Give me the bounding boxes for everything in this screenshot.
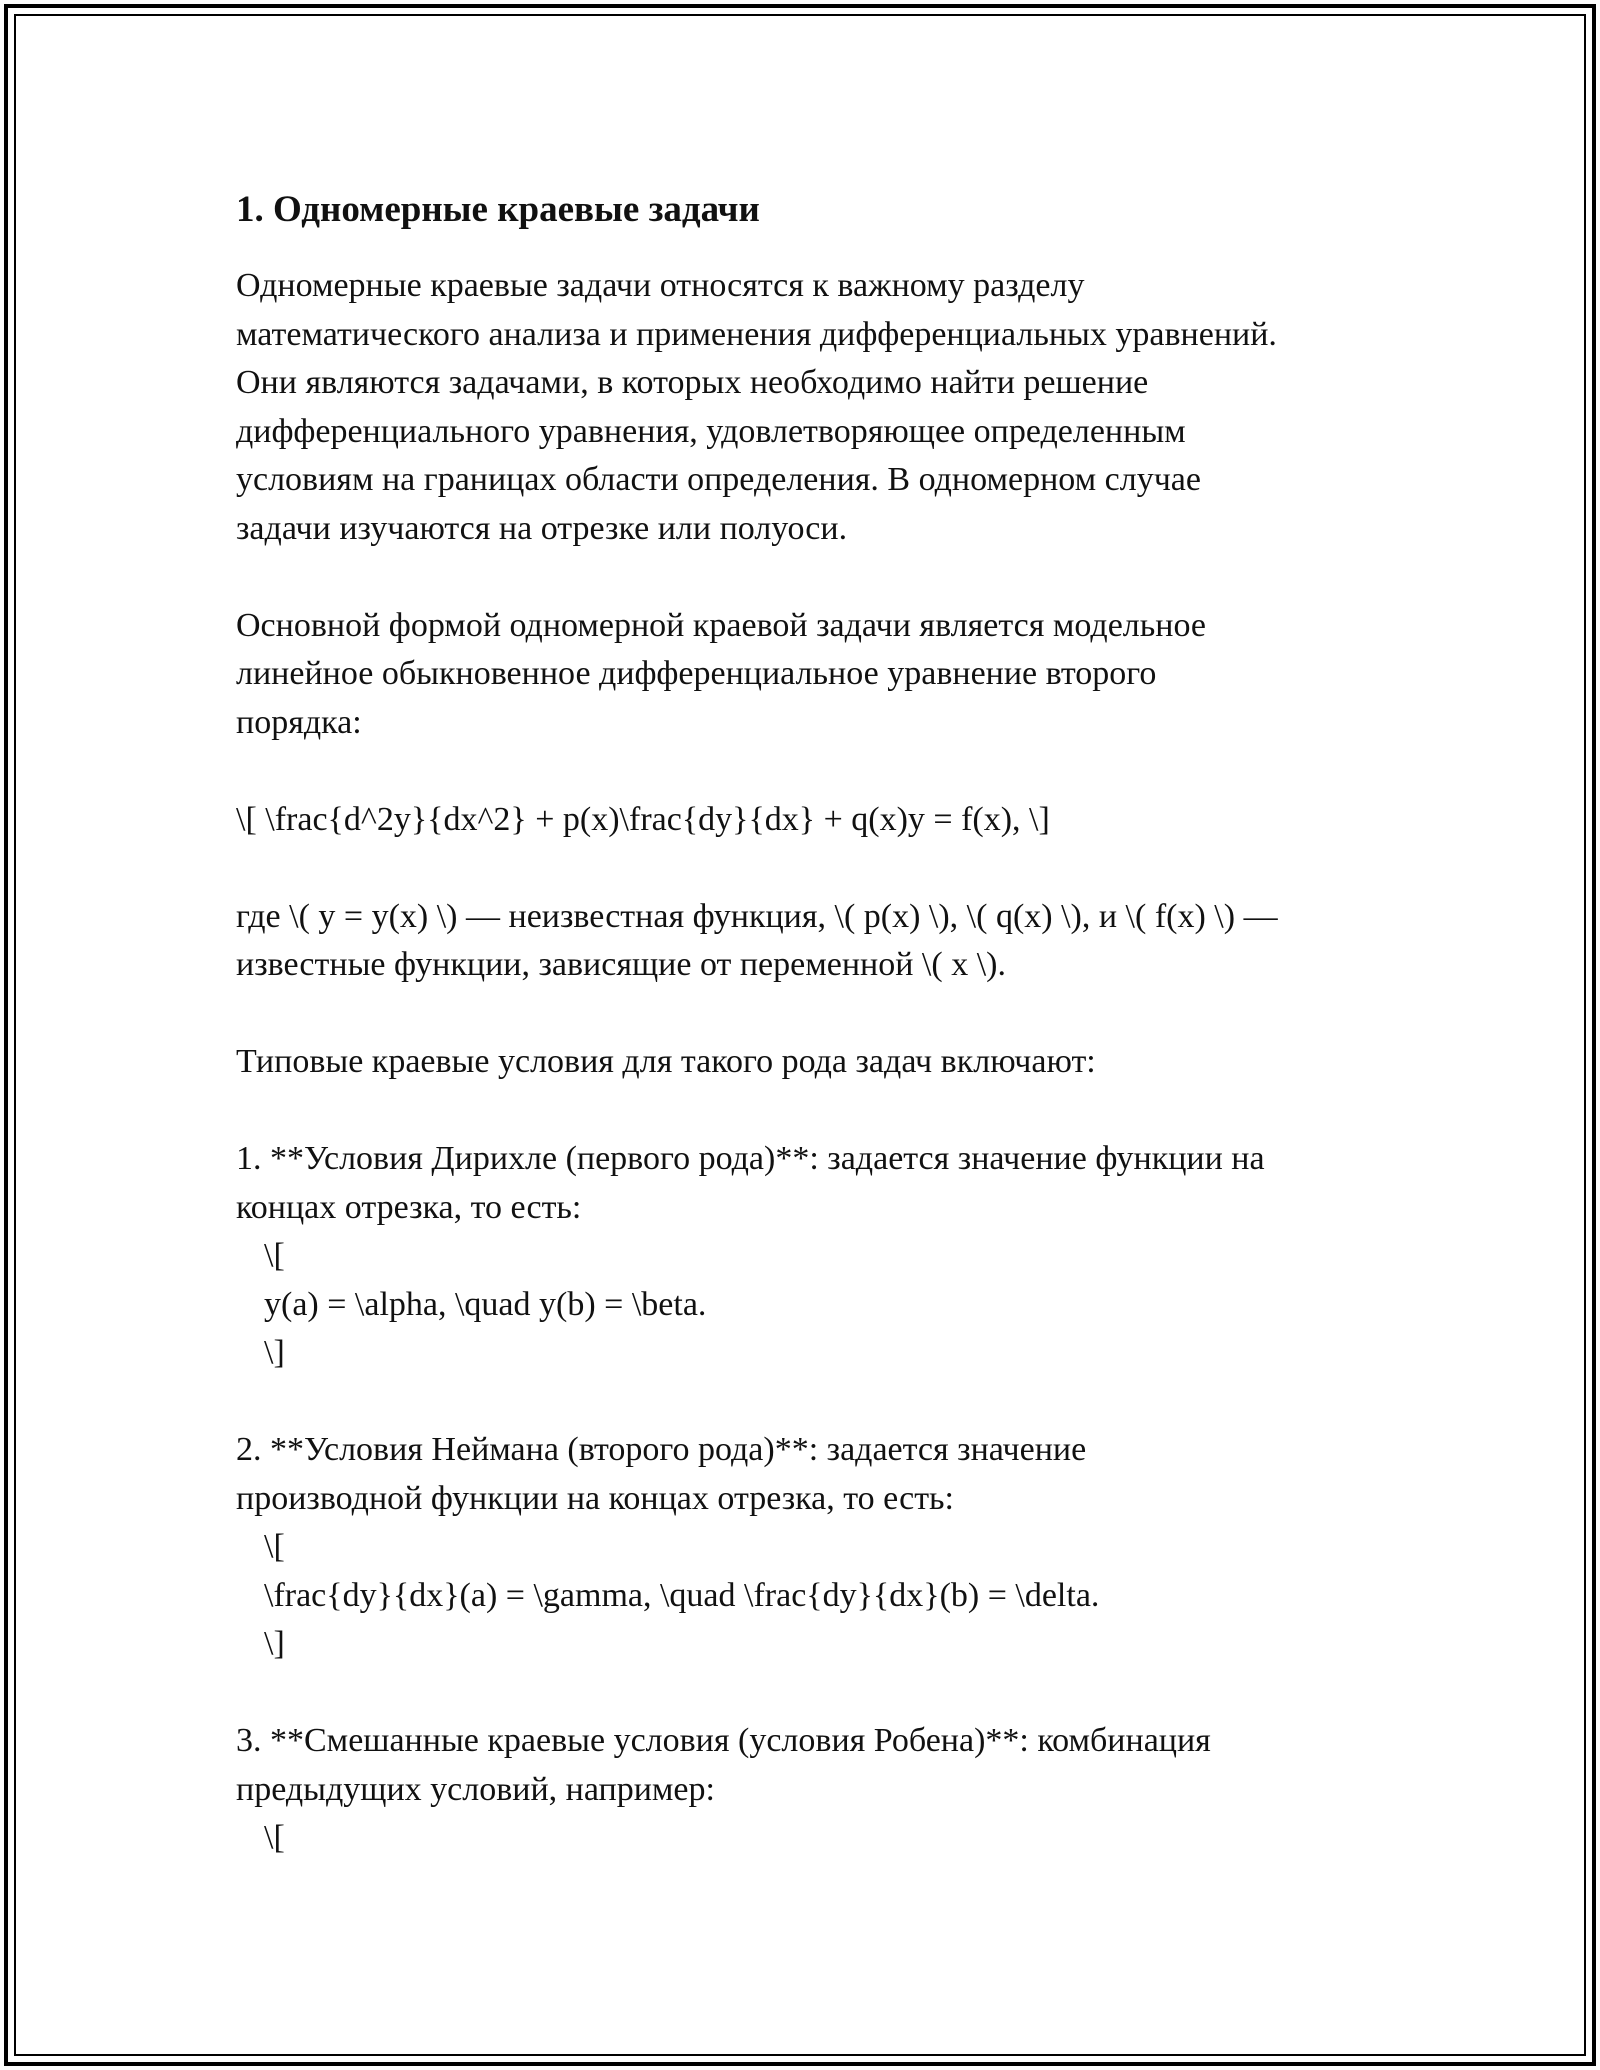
text-line: где \( y = y(x) \) — неизвестная функция, \( p(x) \), \( q(x) \), и \( f(x) \) — xyxy=(236,897,1278,935)
text-line: производной функции на концах отрезка, то есть: xyxy=(236,1479,955,1517)
robin-condition xyxy=(236,1717,1386,1863)
text-line: Одномерные краевые задачи относятся к важному разделу xyxy=(236,267,1085,304)
text-line: условиям на границах области определения. В одномерном случае xyxy=(236,461,1201,498)
text-line: Основной формой одномерной краевой задачи является модельное xyxy=(236,606,1206,644)
document-body xyxy=(236,186,1386,1911)
text-line: 2. **Условия Неймана (второго рода)**: задается значение xyxy=(236,1431,1087,1468)
formula-line: \[ xyxy=(264,1237,285,1274)
section-heading: 1. Одномерные краевые задачи xyxy=(236,189,760,230)
formula-line: \] xyxy=(264,1334,285,1371)
formula-line: \[ xyxy=(264,1819,285,1856)
text-line: известные функции, зависящие от переменной \( x \). xyxy=(236,946,1006,983)
text-line: Они являются задачами, в которых необходимо найти решение xyxy=(236,364,1149,401)
intro-paragraph xyxy=(236,262,1386,553)
formula-line: y(a) = \alpha, \quad y(b) = \beta. xyxy=(264,1285,707,1323)
text-line: математического анализа и применения дифференциальных уравнений. xyxy=(236,315,1277,353)
model-equation-paragraph xyxy=(236,602,1386,748)
text-line: 1. **Условия Дирихле (первого рода)**: задается значение функции на xyxy=(236,1140,1265,1177)
formula-line: \] xyxy=(264,1625,285,1662)
text-line: 3. **Смешанные краевые условия (условия Робена)**: комбинация xyxy=(236,1722,1211,1759)
neumann-condition xyxy=(236,1426,1386,1669)
formula-line: \frac{dy}{dx}(a) = \gamma, \quad \frac{dy}{dx}(b) = \delta. xyxy=(264,1576,1100,1614)
formula-line: \[ xyxy=(264,1528,285,1565)
text-line: задачи изучаются на отрезке или полуоси. xyxy=(236,509,848,547)
formula-line: \[ \frac{d^2y}{dx^2} + p(x)\frac{dy}{dx} + q(x)y = f(x), \] xyxy=(236,800,1050,838)
text-line: порядка: xyxy=(236,703,362,741)
text-line: Типовые краевые условия для такого рода задач включают: xyxy=(236,1043,1096,1080)
dirichlet-condition xyxy=(236,1135,1386,1378)
conditions-intro xyxy=(236,1038,1386,1087)
text-line: концах отрезка, то есть: xyxy=(236,1188,582,1226)
text-line: линейное обыкновенное дифференциальное уравнение второго xyxy=(236,655,1157,692)
main-equation xyxy=(236,796,1386,845)
text-line: предыдущих условий, например: xyxy=(236,1770,715,1808)
text-line: дифференциального уравнения, удовлетворяющее определенным xyxy=(236,412,1186,450)
equation-explanation xyxy=(236,893,1386,990)
